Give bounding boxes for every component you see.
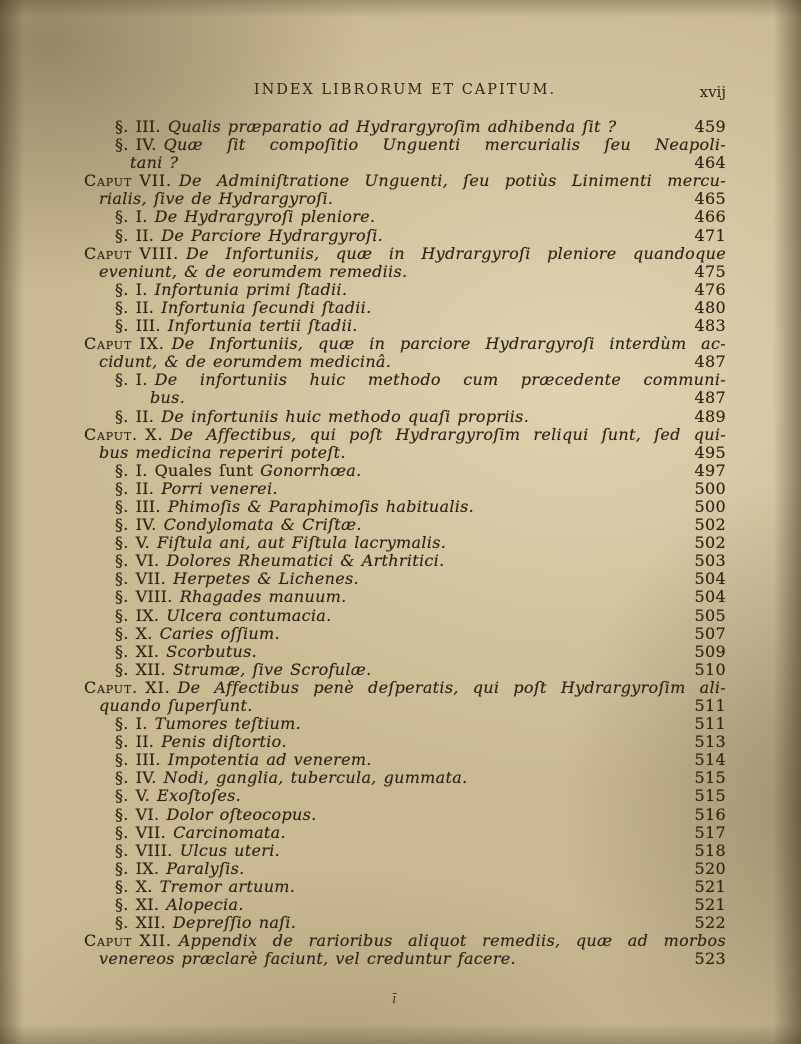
entry-title: De infortuniis huic methodo cum præcedente communi-	[154, 370, 726, 390]
section-label: §. III.	[115, 496, 161, 516]
entry-page-number: 515	[694, 786, 726, 806]
chapter-label: Caput VII.	[84, 171, 172, 191]
entry-line	[84, 769, 726, 787]
entry-title-continued: eveniunt, & de eorumdem remediis.	[99, 261, 408, 281]
entry-line	[84, 371, 726, 389]
entry-line	[84, 317, 726, 335]
section-label: §. I.	[115, 460, 148, 480]
entry-line	[84, 227, 726, 245]
section-entry	[84, 570, 726, 588]
section-label: §. VI.	[115, 804, 160, 824]
entry-line	[84, 824, 726, 842]
entry-title-continued: cidunt, & de eorumdem medicinâ.	[99, 352, 392, 372]
entry-line	[84, 136, 726, 154]
entry-page-number: 517	[694, 822, 726, 842]
entry-title: Nodi, ganglia, tubercula, gummata.	[163, 768, 468, 788]
section-label: §. II.	[115, 225, 155, 245]
entry-title: Rhagades manuum.	[179, 587, 347, 607]
entry-title: Quæ ſit compoſitio Unguenti mercurialis ſeu Neapoli-	[163, 135, 726, 155]
entry-page-number: 480	[694, 297, 726, 317]
entry-title: Paralyſis.	[166, 858, 245, 878]
entry-title: Ulcus uteri.	[179, 840, 281, 860]
section-label: §. X.	[115, 623, 153, 643]
entry-title: Infortunia ſecundi ſtadii.	[161, 297, 372, 317]
page-content	[84, 82, 726, 968]
entry-line	[84, 408, 726, 426]
section-label: §. I.	[115, 279, 148, 299]
section-label: §. VI.	[115, 551, 160, 571]
section-entry	[84, 281, 726, 299]
entry-line-continued	[84, 263, 726, 281]
entry-title: Depreſſio naſi.	[172, 913, 297, 933]
entry-title: Dolor oſteocopus.	[166, 804, 317, 824]
entry-line-continued	[84, 444, 726, 462]
entry-title-continued: rialis, ſive de Hydrargyroſi.	[99, 189, 334, 209]
entry-page-number: 521	[694, 895, 726, 915]
entry-page-number: 475	[694, 261, 726, 281]
entry-line	[84, 552, 726, 570]
entry-title: Fiſtula ani, aut Fiſtula lacrymalis.	[157, 533, 447, 553]
section-entry	[84, 208, 726, 226]
entry-line	[84, 335, 726, 353]
section-entry	[84, 534, 726, 552]
entry-title: Quales ſunt Gonorrhœa.	[154, 460, 362, 480]
entry-line	[84, 896, 726, 914]
entry-line-continued	[84, 950, 726, 968]
section-label: §. V.	[115, 786, 151, 806]
entry-page-number: 511	[694, 714, 726, 734]
section-entry	[84, 860, 726, 878]
entry-title-roman: Quales ſunt	[154, 460, 261, 480]
section-entry	[84, 751, 726, 769]
section-entry	[84, 552, 726, 570]
section-label: §. XI.	[115, 895, 160, 915]
section-label: §. VIII.	[115, 840, 173, 860]
entry-title-continued: quando ſuperſunt.	[99, 696, 253, 715]
section-entry	[84, 371, 726, 407]
entry-line	[84, 751, 726, 769]
entry-page-number: 504	[694, 569, 726, 589]
folio-number: xvij	[699, 83, 726, 101]
section-label: §. III.	[115, 117, 161, 136]
index-entries	[84, 118, 726, 968]
entry-page-number: 503	[694, 551, 726, 571]
section-entry	[84, 733, 726, 751]
entry-title: De Affectibus, qui poſt Hydrargyroſim reliqui ſunt, ſed qui-	[170, 424, 726, 444]
running-header	[84, 82, 726, 102]
section-label: §. III.	[115, 316, 161, 336]
entry-page-number: 521	[694, 876, 726, 896]
section-label: §. XI.	[115, 641, 160, 661]
entry-line	[84, 932, 726, 950]
section-entry	[84, 715, 726, 733]
section-label: §. IV.	[115, 515, 157, 535]
entry-line	[84, 878, 726, 896]
section-label: §. III.	[115, 750, 161, 770]
section-entry	[84, 516, 726, 534]
entry-line	[84, 172, 726, 190]
entry-page-number: 465	[694, 189, 726, 209]
entry-line	[84, 588, 726, 606]
entry-title: De Adminiſtratione Unguenti, ſeu potiùs Linimenti mercu-	[178, 171, 726, 191]
section-label: §. XII.	[115, 913, 166, 933]
entry-title: Ulcera contumacia.	[166, 605, 332, 625]
entry-title: Exoſtoſes.	[157, 786, 242, 806]
chapter-label: Caput. X.	[84, 424, 164, 444]
section-entry	[84, 769, 726, 787]
section-entry	[84, 643, 726, 661]
entry-page-number: 511	[694, 696, 726, 715]
signature-mark: ī	[392, 992, 397, 1007]
entry-page-number: 505	[694, 605, 726, 625]
entry-page-number: 522	[694, 913, 726, 933]
entry-page-number: 518	[694, 840, 726, 860]
entry-line-continued	[84, 389, 726, 407]
section-label: §. II.	[115, 478, 155, 498]
section-entry	[84, 408, 726, 426]
entry-title: Impotentia ad venerem.	[167, 750, 372, 770]
section-entry	[84, 806, 726, 824]
chapter-label: Caput VIII.	[84, 243, 179, 263]
entry-title: De Infortuniis, quæ in Hydrargyroſi pleniore quandoque	[186, 243, 726, 263]
entry-page-number: 500	[694, 478, 726, 498]
entry-line	[84, 534, 726, 552]
entry-line	[84, 860, 726, 878]
entry-line	[84, 733, 726, 751]
entry-title: Qualis præparatio ad Hydrargyroſim adhibenda ſit ?	[167, 117, 617, 136]
entry-line	[84, 498, 726, 516]
entry-line-continued	[84, 697, 726, 715]
entry-line-continued	[84, 190, 726, 208]
section-entry	[84, 787, 726, 805]
chapter-entry	[84, 426, 726, 462]
section-entry	[84, 118, 726, 136]
entry-line	[84, 570, 726, 588]
entry-title: Infortunia primi ſtadii.	[154, 279, 348, 299]
entry-line	[84, 787, 726, 805]
entry-line	[84, 715, 726, 733]
entry-title: Herpetes & Lichenes.	[173, 569, 359, 589]
entry-page-number: 507	[694, 623, 726, 643]
section-label: §. IX.	[115, 605, 160, 625]
entry-title: Porri venerei.	[161, 478, 278, 498]
chapter-entry	[84, 172, 726, 208]
entry-line	[84, 914, 726, 932]
section-entry	[84, 299, 726, 317]
entry-title: De infortuniis huic methodo quaſi propriis.	[161, 406, 530, 426]
chapter-entry	[84, 245, 726, 281]
section-label: §. X.	[115, 876, 153, 896]
entry-title-continued: venereos præclarè faciunt, vel creduntur facere.	[99, 949, 516, 969]
entry-title: Tremor artuum.	[159, 876, 296, 896]
entry-title: Scorbutus.	[166, 641, 258, 661]
entry-title: De Parciore Hydrargyroſi.	[161, 225, 383, 245]
section-entry	[84, 842, 726, 860]
entry-page-number: 514	[694, 750, 726, 770]
section-label: §. I.	[115, 714, 148, 734]
chapter-entry	[84, 335, 726, 371]
section-entry	[84, 878, 726, 896]
entry-title: Dolores Rheumatici & Arthritici.	[166, 551, 445, 571]
section-entry	[84, 227, 726, 245]
entry-page-number: 483	[694, 316, 726, 336]
section-entry	[84, 136, 726, 172]
entry-page-number: 510	[694, 659, 726, 679]
entry-title: Alopecia.	[166, 895, 244, 915]
entry-page-number: 516	[694, 804, 726, 824]
section-entry	[84, 498, 726, 516]
chapter-label: Caput IX.	[84, 334, 165, 354]
chapter-entry	[84, 932, 726, 968]
entry-page-number: 502	[694, 515, 726, 535]
section-label: §. II.	[115, 732, 155, 752]
entry-title: Appendix de rarioribus aliquot remediis, quæ ad morbos	[178, 931, 726, 951]
entry-line	[84, 480, 726, 498]
entry-line	[84, 679, 726, 697]
section-entry	[84, 480, 726, 498]
entry-title-continued: bus medicina reperiri poteſt.	[99, 442, 346, 462]
section-label: §. VII.	[115, 822, 167, 842]
entry-title: De Infortuniis, quæ in parciore Hydrargyroſi interdùm ac-	[171, 334, 726, 354]
entry-line-continued	[84, 154, 726, 172]
section-entry	[84, 896, 726, 914]
section-label: §. I.	[115, 207, 148, 227]
entry-line	[84, 208, 726, 226]
entry-page-number: 487	[694, 388, 726, 408]
entry-title: Tumores teſtium.	[154, 714, 302, 734]
entry-title: Strumæ, ſive Scrofulæ.	[172, 659, 372, 679]
entry-line	[84, 661, 726, 679]
entry-line	[84, 607, 726, 625]
entry-page-number: 504	[694, 587, 726, 607]
section-entry	[84, 588, 726, 606]
entry-title: De Hydrargyroſi pleniore.	[154, 207, 376, 227]
chapter-label: Caput. XI.	[84, 677, 171, 697]
entry-line	[84, 281, 726, 299]
entry-page-number: 476	[694, 279, 726, 299]
entry-page-number: 471	[694, 225, 726, 245]
entry-page-number: 495	[694, 442, 726, 462]
entry-page-number: 464	[694, 153, 726, 173]
section-label: §. V.	[115, 533, 151, 553]
section-entry	[84, 824, 726, 842]
entry-line	[84, 842, 726, 860]
chapter-entry	[84, 679, 726, 715]
entry-title: Caries oſſium.	[159, 623, 280, 643]
entry-line	[84, 625, 726, 643]
section-entry	[84, 607, 726, 625]
section-label: §. XII.	[115, 659, 166, 679]
section-entry	[84, 661, 726, 679]
section-entry	[84, 462, 726, 480]
entry-title: Phimoſis & Paraphimoſis habitualis.	[167, 496, 475, 516]
section-entry	[84, 625, 726, 643]
entry-page-number: 459	[694, 117, 726, 136]
entry-line	[84, 643, 726, 661]
section-label: §. II.	[115, 297, 155, 317]
entry-line	[84, 462, 726, 480]
chapter-label: Caput XII.	[84, 931, 172, 951]
section-label: §. IV.	[115, 768, 157, 788]
entry-title-continued: bus.	[150, 388, 186, 408]
entry-title: Infortunia tertii ſtadii.	[167, 316, 358, 336]
section-label: §. I.	[115, 370, 148, 390]
entry-line-continued	[84, 353, 726, 371]
entry-page-number: 497	[694, 460, 726, 480]
entry-page-number: 466	[694, 207, 726, 227]
entry-line	[84, 118, 726, 136]
entry-line	[84, 245, 726, 263]
entry-page-number: 513	[694, 732, 726, 752]
entry-line	[84, 426, 726, 444]
section-label: §. IX.	[115, 858, 160, 878]
section-label: §. VIII.	[115, 587, 173, 607]
section-label: §. VII.	[115, 569, 167, 589]
section-entry	[84, 317, 726, 335]
entry-title: Condylomata & Criſtæ.	[163, 515, 362, 535]
entry-page-number: 509	[694, 641, 726, 661]
entry-page-number: 500	[694, 496, 726, 516]
entry-line	[84, 299, 726, 317]
entry-line	[84, 516, 726, 534]
entry-title-continued: tani ?	[130, 153, 179, 173]
entry-page-number: 520	[694, 858, 726, 878]
entry-page-number: 489	[694, 406, 726, 426]
entry-page-number: 515	[694, 768, 726, 788]
entry-title: Carcinomata.	[173, 822, 286, 842]
entry-title: Penis diſtortio.	[161, 732, 287, 752]
entry-line	[84, 806, 726, 824]
entry-page-number: 523	[694, 949, 726, 969]
entry-page-number: 487	[694, 352, 726, 372]
section-label: §. IV.	[115, 135, 157, 155]
page-title: INDEX LIBRORUM ET CAPITUM.	[253, 82, 557, 98]
section-label: §. II.	[115, 406, 155, 426]
entry-title: De Affectibus penè deſperatis, qui poſt Hydrargyroſim ali-	[177, 677, 726, 697]
entry-page-number: 502	[694, 533, 726, 553]
section-entry	[84, 914, 726, 932]
